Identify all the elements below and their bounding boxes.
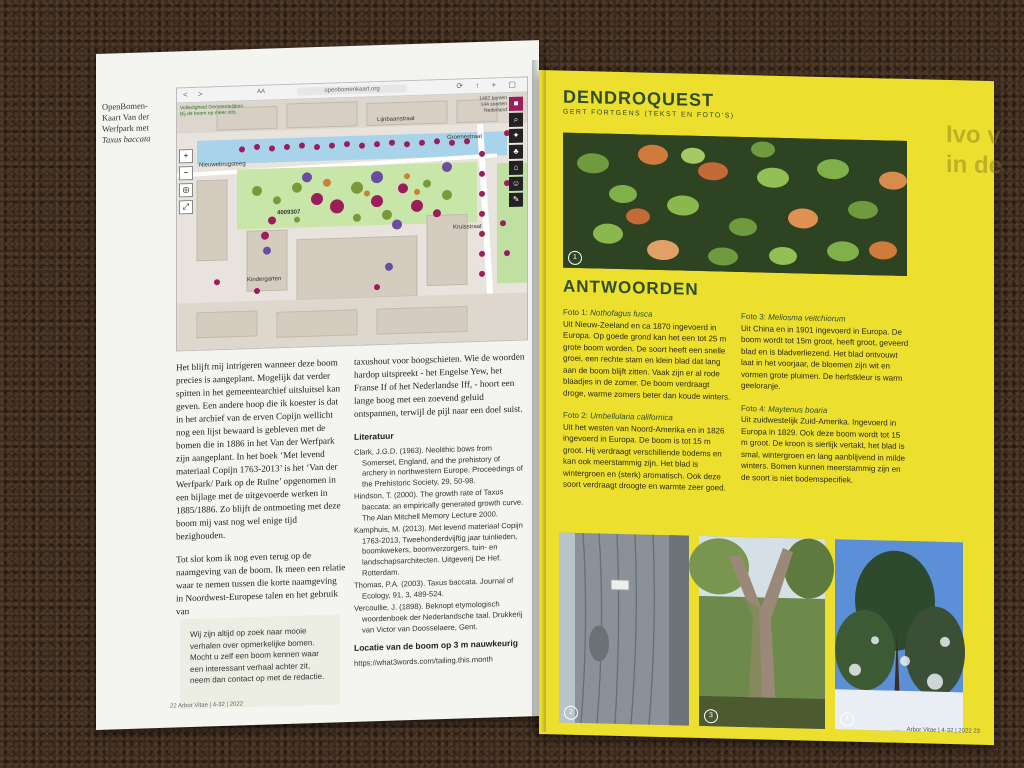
tree-photo-graphic: [699, 536, 825, 729]
answer-label: Foto 4:: [741, 403, 766, 414]
caption-line: Kaart Van der: [102, 111, 150, 123]
legend-line: Bij de boom op meer info.: [180, 109, 237, 118]
count-line: 144 soorten: [480, 101, 507, 108]
answers-column-1: [563, 307, 733, 506]
caption-line: [102, 133, 174, 146]
street-label: Kindergarten: [247, 276, 282, 284]
count-line: 1487 bomen: [479, 95, 507, 102]
locate-icon[interactable]: ◎: [179, 183, 193, 197]
photo-number: 2: [564, 706, 578, 720]
magazine-spread: [96, 40, 1002, 735]
photo-3-tree: [699, 536, 825, 729]
literature-item: Kamphuis, M. (2013). Met levend materiaal Copijn 1763-2013, Tweehonderdvijftig jaar tuinlieden, boomkwekers, boomverzorgers, tuin- en landschapsarchitecten. Uitgeverij De Hef. Rotterdam.: [354, 520, 523, 578]
location-title: Locatie van de boom op 3 m nauwkeurig: [354, 637, 518, 653]
location-url[interactable]: https://what3words.com/tailing.this.month: [354, 654, 493, 668]
home-icon[interactable]: ⌂: [509, 161, 523, 175]
street-label: Nieuwebrugsteeg: [199, 161, 246, 169]
photo-number: 4: [840, 712, 854, 726]
map-layer-toolbar: [509, 97, 525, 210]
fullscreen-icon[interactable]: ⤢: [179, 200, 193, 214]
bird-icon[interactable]: ✦: [509, 129, 523, 143]
body-paragraph: Het blijft mij intrigeren wanneer deze boom precies is aangeplant. Mogelijk dat verder spitten in het gemeentearchief uitsluitsel kan geven. Een andere hoop die ik koester is dat in het archief van de erven Copijn wellicht nog een lijst bewaard is gebleven met de bomen die in 1886 in het Van der Werfpark zijn aangeplant. In het boek ‘Met levend materiaal Copijn 1763-2013’ is het ‘Van der Werfpark/ Park op de Ruïne’ opgenomen in een bijlage met de uitgevoerde werken in 1885/1886. Zo blijft de ontmoeting met deze boom mij vast nog wel enige tijd bezighouden.: [176, 357, 341, 542]
snowy-tree-photo-graphic: [835, 539, 963, 732]
answers-column-2: [741, 311, 909, 498]
map-count: [479, 95, 507, 114]
answer-text: Uit China en in 1901 ingevoerd in Europa. De boom wordt tot 15m groot, heeft groot, geveerd blad en is bladverliezend. Het blad ontvouwt laat in het voorjaar, de bloemen zijn wit en vormen grote pluimen. De herfstkleur is warm geeloranje.: [741, 323, 909, 391]
answer-item: [741, 402, 909, 487]
leaves-photo-graphic: [563, 133, 907, 276]
right-page: [539, 70, 1002, 745]
literature-title: Literatuur: [354, 430, 394, 442]
editorial-note-box: Wij zijn altijd op zoek naar mooie verhalen over opmerkelijke bomen. Mocht u zelf een boom kennen waar een interessant verhaal achter zit, neem dan contact op met de redactie.: [180, 614, 340, 709]
ghost-line: in de: [945, 150, 1002, 180]
answer-item: [741, 311, 909, 396]
left-column-1: [176, 356, 346, 628]
map-legend: [180, 103, 243, 117]
body-paragraph: taxushout voor boogschieten. Wie de woorden hardop uitspreekt - het Engelse Yew, het Franse If of het Nederlandse Iff, - hoort een lange boog met een zoevend geluid ontspannen, terwijl de pijl naar een doel suist.: [354, 351, 525, 419]
layer-icon[interactable]: ■: [509, 97, 523, 111]
body-paragraph: Tot slot kom ik nog even terug op de naamgeving van de boom. Ik meen een relatie waar te nemen tussen die korte naamgeving in Noordwest-Europese talen en het gebruik van: [176, 550, 346, 617]
people-icon[interactable]: ☺: [509, 177, 523, 191]
browser-tool-icons: ⟳ ↑ + ▢: [456, 79, 521, 91]
literature-list: [354, 442, 526, 635]
literature-item: Thomas, P.A. (2003). Taxus baccata. Journal of Ecology, 91, 3, 489-524.: [354, 576, 514, 601]
answer-species: Maytenus boaria: [768, 404, 828, 415]
trunk-photo-graphic: [559, 532, 689, 725]
photo-1-leaves: [563, 133, 907, 276]
tree-id-label: 4009307: [277, 209, 301, 217]
left-column-2: [354, 350, 526, 669]
map-side-caption: [102, 100, 174, 146]
answer-text: Uit Nieuw-Zeeland en ca 1870 ingevoerd in Europa. Op goede grond kan het een tot 25 m grote boom worden. De soort heeft een snelle groei, een rechte stam en klein blad dat lang aan de boom blijft zitten. Vaak zijn er al rode blaadjes in de zomer. De boom verdraagt droge, warme zomers beter dan koude winters.: [563, 319, 731, 402]
showthrough-text: [946, 120, 1002, 181]
count-line: Nederland: [483, 107, 507, 114]
search-icon[interactable]: ⌕: [509, 113, 523, 127]
answers-heading: ANTWOORDEN: [563, 276, 699, 299]
ghost-line: Ivo v: [945, 120, 1001, 150]
left-footer: 22 Arbor Vitae | 4-32 | 2022: [170, 701, 244, 710]
browser-url: openbomenkaart.org: [297, 84, 407, 95]
answer-item: [563, 307, 733, 403]
caption-line: Werfpark met: [102, 122, 149, 134]
answer-label: Foto 2:: [563, 410, 588, 421]
photo-2-trunk: [559, 532, 689, 725]
map-screenshot: [176, 76, 528, 351]
spine-shadow: [532, 60, 546, 732]
answer-text: Uit het westen van Noord-Amerika en in 1826 ingevoerd in Europa. De boom is tot 15 m groot. Hij verdraagt verschillende bodems en kan ook meerstammig zijn. Het blad is wintergroen en (sterk) aromatisch. Ook deze soort verdraagt droogte en warmte zeer goed.: [563, 422, 726, 493]
zoom-in-button[interactable]: +: [179, 149, 193, 163]
answer-label: Foto 1:: [563, 307, 588, 318]
section-byline: GERT FORTGENS (TEKST EN FOTO’S): [563, 108, 735, 120]
right-footer: Arbor Vitae | 4-32 | 2022 23: [906, 726, 980, 735]
reader-icon: AA: [257, 88, 266, 95]
tool-icon[interactable]: ✎: [509, 193, 523, 207]
zoom-out-button[interactable]: −: [179, 166, 193, 180]
answer-species: Meliosma veitchiorum: [768, 312, 846, 324]
answer-species: Umbellularia californica: [590, 411, 673, 423]
map-toolbar: [179, 149, 193, 217]
literature-item: Hindson, T. (2000). The growth rate of Taxus baccata: an empirically generated growth curve. The Alan Mitchell Memory Lecture 2000.: [354, 487, 524, 523]
left-page: [96, 40, 539, 730]
street-label: Lijnbaanstraat: [377, 115, 415, 124]
tree-icon[interactable]: ♣: [509, 145, 523, 159]
photo-number: 1: [568, 251, 582, 265]
street-label: Groenestraat: [447, 133, 483, 141]
street-label: Kruisstraat: [453, 223, 482, 231]
caption-line: OpenBomen-: [102, 100, 148, 112]
literature-item: Clark, J.G.D. (1963). Neolithic bows from Somerset, England, and the prehistory of archery in northwestern Europe. Proceedings of the Prehistoric Society, 29, 50-98.: [354, 443, 523, 489]
answer-text: Uit zuidwestelijk Zuid-Amerika. Ingevoerd in Europa in 1829. Ook deze boom wordt tot 15 m groot. De kroon is sierlijk vertakt, het blad is smal, wintergroen en lang aanblijvend in milde winters. Bomen kunnen meerstammig zijn en de soort is niet bodemspecifiek.: [741, 414, 906, 485]
caption-species: Taxus baccata: [102, 133, 151, 145]
literature-item: Vercoullie, J. (1898). Beknopt etymologisch woordenboek der Nederlandsche taal. Drukkerij van Victor van Doosselaere, Gent.: [354, 599, 523, 635]
answer-species: Nothofagus fusca: [590, 308, 653, 319]
photo-4-snowy-tree: [835, 539, 963, 732]
answer-item: [563, 410, 733, 495]
legend-line: Volledigheid Gemeentelijken: [180, 103, 244, 112]
answer-label: Foto 3:: [741, 311, 766, 322]
browser-nav-icons: < >: [183, 89, 207, 100]
photo-number: 3: [704, 709, 718, 723]
section-title: DENDROQUEST: [563, 86, 715, 111]
